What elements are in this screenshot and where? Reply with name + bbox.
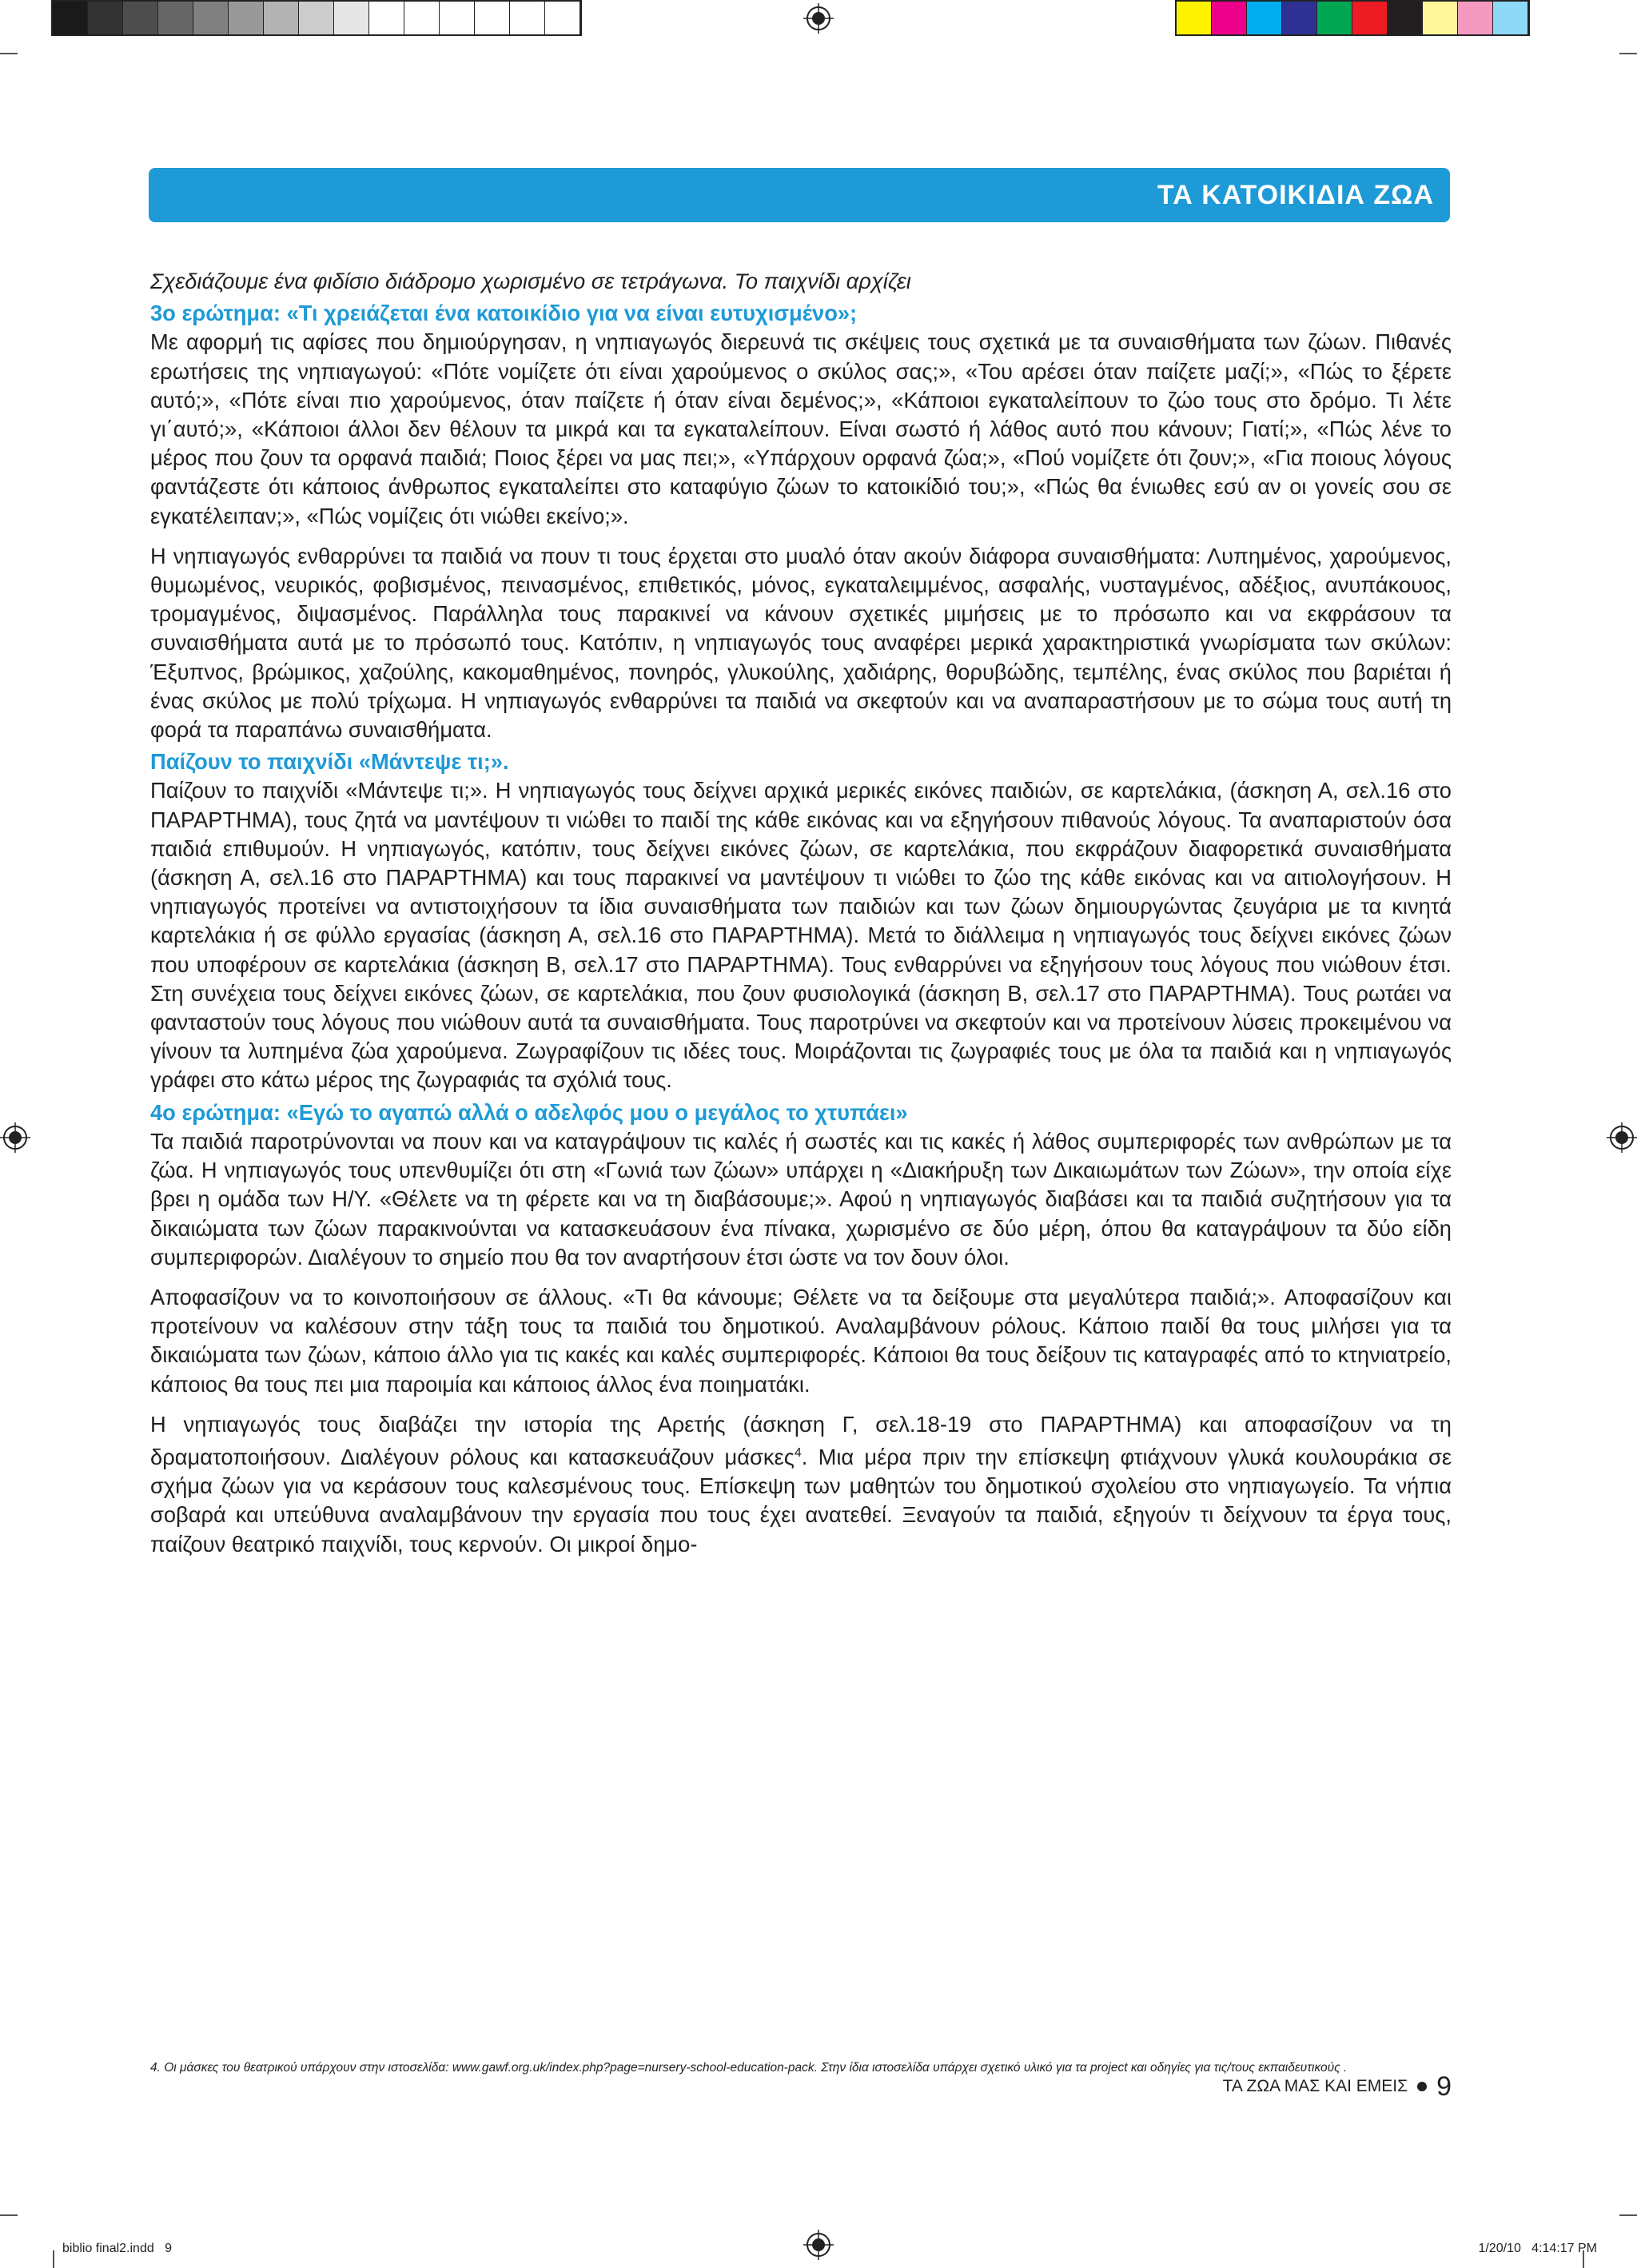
intro-line: Σχεδιάζουμε ένα φιδίσιο διάδρομο χωρισμένο σε τετράγωνα. Το παιχνίδι αρχίζει [150, 269, 911, 293]
grayscale-swatch [404, 2, 440, 34]
grayscale-color-bar [51, 0, 582, 36]
process-color-swatch [1493, 2, 1528, 34]
running-footer-title: ΤΑ ΖΩΑ ΜΑΣ ΚΑΙ ΕΜΕΙΣ [1222, 2077, 1408, 2095]
registration-mark-left [0, 1122, 30, 1153]
grayscale-swatch [264, 2, 299, 34]
footnote-reference: 4 [794, 1445, 802, 1460]
process-color-swatch [1212, 2, 1247, 34]
running-footer [1223, 2072, 1452, 2101]
slug-filename: biblio final2.indd 9 [62, 2242, 172, 2255]
process-color-bar [1175, 0, 1530, 36]
process-color-swatch [1458, 2, 1493, 34]
body-text [150, 267, 1452, 1559]
chapter-title: ΤΑ ΚΑΤΟΙΚΙΔΙΑ ΖΩΑ [1157, 180, 1434, 210]
grayscale-swatch [510, 2, 545, 34]
footnote: 4. Οι μάσκες του θεατρικού υπάρχουν στην ιστοσελίδα: www.gawf.org.uk/index.php?page=nursery-school-education-pack. Στην ίδια ιστοσελίδα υπάρχει σχετικό υλικό για τα project και οδηγίες για τις/τους εκπαιδευτικούς . [150, 2061, 1348, 2075]
process-color-swatch [1388, 2, 1423, 34]
question-3-heading: 3ο ερώτημα: «Τι χρειάζεται ένα κατοικίδιο για να είναι ευτυχισμένο»; [150, 301, 858, 326]
crop-mark-bottom-right [1619, 2214, 1637, 2216]
grayscale-swatch [369, 2, 404, 34]
grayscale-swatch [545, 2, 580, 34]
paragraph-story-part-1: Η νηπιαγωγός τους διαβάζει την ιστορία της Αρετής (άσκηση Γ, σελ.18-19 στο ΠΑΡΑΡΤΗΜΑ) και αποφασίζουν να τη δραματοποιήσουν. Διαλέγουν ρόλους και κατασκευάζουν μάσκες [150, 1411, 1452, 1470]
crop-mark-bottom-left-v [53, 2250, 54, 2268]
process-color-swatch [1282, 2, 1317, 34]
paragraph-story [150, 1410, 1452, 1559]
grayscale-swatch [88, 2, 123, 34]
registration-mark-bottom [803, 2230, 834, 2260]
bullet-dot-icon [1417, 2082, 1427, 2091]
paragraph-guess-game: Παίζουν το παιχνίδι «Μάντεψε τι;». Η νηπιαγωγός τους δείχνει αρχικά μερικές εικόνες παιδιών, σε καρτελάκια, (άσκηση Α, σελ.16 στο ΠΑΡΑΡΤΗΜΑ), τους ζητά να μαντέψουν τι νιώθει το παιδί της κάθε εικόνας και να εξηγήσουν πιθανούς λόγους. Τα αναπαριστούν όσα παιδιά επιθυμούν. Η νηπιαγωγός, κατόπιν, τους δείχνει εικόνες ζώων, σε καρτελάκια, που εκφράζουν διαφορετικά συναισθήματα (άσκηση Α, σελ.16 στο ΠΑΡΑΡΤΗΜΑ) και τους παρακινεί να μαντέψουν τι νιώθει το ζώο της κάθε εικόνας και να αιτιολογήσουν. Η νηπιαγωγός προτείνει να αντιστοιχήσουν τα ίδια συναισθήματα των παιδιών και των ζώων δημιουργώντας ζευγάρια με τα κινητά καρτελάκια ή σε φύλλο εργασίας (άσκηση Α, σελ.16 στο ΠΑΡΑΡΤΗΜΑ). Μετά το διάλλειμα η νηπιαγωγός τους δείχνει εικόνες ζώων που υποφέρουν σε καρτελάκια (άσκηση Β, σελ.17 στο ΠΑΡΑΡΤΗΜΑ). Τους ενθαρρύνει να εξηγήσουν τους λόγους που νιώθουν έτσι. Στη συνέχεια τους δείχνει εικόνες ζώων, σε καρτελάκια, που ζουν φυσιολογικά (άσκηση Β, σελ.17 στο ΠΑΡΑΡΤΗΜΑ). Τους ρωτάει να φανταστούν τους λόγους που νιώθουν αυτά τα συναισθήματα. Τους παροτρύνει να σκεφτούν και να προτείνουν λύσεις προκειμένου να γίνουν τα λυπημένα ζώα χαρούμενα. Ζωγραφίζουν τις ιδέες τους. Μοιράζονται τις ζωγραφιές τους με όλα τα παιδιά και η νηπιαγωγός γράφει στο κάτω μέρος της ζωγραφιάς τα σχόλιά τους. [150, 778, 1452, 1093]
grayscale-swatch [475, 2, 510, 34]
paragraph-share: Αποφασίζουν να το κοινοποιήσουν σε άλλους. «Τι θα κάνουμε; Θέλετε να τα δείξουμε στα μεγαλύτερα παιδιά;». Αποφασίζουν και προτείνουν να καλέσουν στην τάξη τους τα παιδιά του δημοτικού. Αναλαμβάνουν ρόλους. Κάποιο παιδί θα τους μιλήσει για τα δικαιώματα των ζώων, κάποιο άλλο για τις κακές και καλές συμπεριφορές. Κάποιοι θα τους δείξουν τις καταγραφές από το κτηνιατρείο, κάποιος θα τους πει μια παροιμία και κάποιος άλλος ένα ποιηματάκι. [150, 1284, 1452, 1397]
grayscale-swatch [229, 2, 264, 34]
paragraph-emotions: Η νηπιαγωγός ενθαρρύνει τα παιδιά να πουν τι τους έρχεται στο μυαλό όταν ακούν διάφορα συναισθήματα: Λυπημένος, χαρούμενος, θυμωμένος, νευρικός, φοβισμένος, πεινασμένος, επιθετικός, μόνος, εγκαταλειμμένος, ασφαλής, νυσταγμένος, αδέξιος, ανυπάκουος, τρομαγμένος, διψασμένος. Παράλληλα τους παρακινεί να κάνουν σχετικές μιμήσεις με το πρόσωπο και να εκφράσουν τα συναισθήματα αυτά με το πρόσωπό τους. Κατόπιν, η νηπιαγωγός τους αναφέρει μερικά χαρακτηριστικά γνωρίσματα των σκύλων: Έξυπνος, βρώμικος, χαζούλης, κακομαθημένος, πονηρός, γλυκούλης, χαδιάρης, θορυβώδης, τεμπέλης, ένας σκύλος που βαριέται ή ένας σκύλος με πολύ τρίχωμα. Η νηπιαγωγός ενθαρρύνει τα παιδιά να σκεφτούν και να αναπαραστήσουν με το σώμα τους αυτή τη φορά τα παραπάνω συναισθήματα. [150, 543, 1452, 743]
process-color-swatch [1352, 2, 1388, 34]
process-color-swatch [1423, 2, 1458, 34]
question-4-heading: 4ο ερώτημα: «Εγώ το αγαπώ αλλά ο αδελφός μου ο μεγάλος το χτυπάει» [150, 1099, 908, 1125]
paragraph-story-part-2: . Μια μέρα πριν την επίσκεψη φτιάχνουν γλυκά κουλουράκια σε σχήμα ζώων για να κεράσουν τους καλεσμένους τους. Επίσκεψη των μαθητών του δημοτικού σχολείου στο νηπιαγωγείο. Τα νήπια σοβαρά και υπεύθυνα αναλαμβάνουν την εργασία που τους έχει ανατεθεί. Ξεναγούν τα παιδιά, εξηγούν τι δείχνουν τα έργα τους, παίζουν θεατρικό παιχνίδι, τους κερνούν. Οι μικροί δημο- [150, 1445, 1452, 1557]
grayscale-swatch [299, 2, 334, 34]
process-color-swatch [1317, 2, 1352, 34]
grayscale-swatch [53, 2, 88, 34]
grayscale-swatch [440, 2, 475, 34]
grayscale-swatch [334, 2, 369, 34]
registration-mark-top [803, 3, 834, 34]
grayscale-swatch [158, 2, 193, 34]
crop-mark-bottom-left [0, 2214, 18, 2216]
paragraph-questions: Με αφορμή τις αφίσες που δημιούργησαν, η νηπιαγωγός διερευνά τις σκέψεις τους σχετικά με τα συναισθήματα των ζώων. Πιθανές ερωτήσεις της νηπιαγωγού: «Πότε νομίζετε ότι είναι χαρούμενος ο σκύλος σας;», «Του αρέσει όταν παίζετε μαζί;», «Πώς το ξέρετε αυτό;», «Πότε είναι πιο χαρούμενος, όταν παίζετε ή όταν είναι δεμένος;», «Κάποιοι εγκαταλείπουν το ζώο τους στο δρόμο. Τι λέτε γι΄αυτό;», «Κάποιοι άλλοι δεν θέλουν τα μικρά και τα εγκαταλείπουν. Είναι σωστό ή λάθος αυτό που κάνουν; Γιατί;», «Πώς λένε το μέρος που ζουν τα ορφανά παιδιά; Ποιος ξέρει να μας πει;», «Υπάρχουν ορφανά ζώα;», «Πού νομίζετε ότι ζουν;», «Για ποιους λόγους φαντάζεστε ότι κάποιος άνθρωπος εγκαταλείπει στο καταφύγιο ζώων το κατοικίδιό του;», «Πώς θα ένιωθες εσύ αν οι γονείς σου σε εγκατέλειπαν;», «Πώς νομίζεις ότι νιώθει εκείνο;». [150, 329, 1452, 528]
chapter-header-bar [149, 168, 1450, 222]
paragraph-behaviours: Τα παιδιά παροτρύνονται να πουν και να καταγράψουν τις καλές ή σωστές και τις κακές ή λάθος συμπεριφορές των ανθρώπων με τα ζώα. Η νηπιαγωγός τους υπενθυμίζει ότι στη «Γωνιά των ζώων» υπάρχει η «Διακήρυξη των Δικαιωμάτων των Ζώων», την οποία είχε βρει η ομάδα των Η/Υ. «Θέλετε να τη φέρετε και να τη διαβάσουμε;». Αφού η νηπιαγωγός διαβάσει και τα παιδιά συζητήσουν για τα δικαιώματα των ζώων παρακινούνται να κατασκευάσουν ένα πίνακα, χωρισμένο σε δύο μέρη, όπου θα καταγράψουν τα δύο είδη συμπεριφορών. Διαλέγουν το σημείο που θα τον αναρτήσουν έτσι ώστε να τον δουν όλοι. [150, 1128, 1452, 1270]
registration-mark-right [1607, 1122, 1637, 1153]
process-color-swatch [1177, 2, 1212, 34]
slug-timestamp: 1/20/10 4:14:17 PM [1478, 2242, 1597, 2255]
grayscale-swatch [193, 2, 229, 34]
crop-mark-top-right [1619, 53, 1637, 54]
game-heading: Παίζουν το παιχνίδι «Μάντεψε τι;». [150, 749, 509, 775]
crop-mark-top-left [0, 53, 18, 54]
process-color-swatch [1247, 2, 1282, 34]
page-number: 9 [1436, 2071, 1452, 2102]
grayscale-swatch [123, 2, 158, 34]
